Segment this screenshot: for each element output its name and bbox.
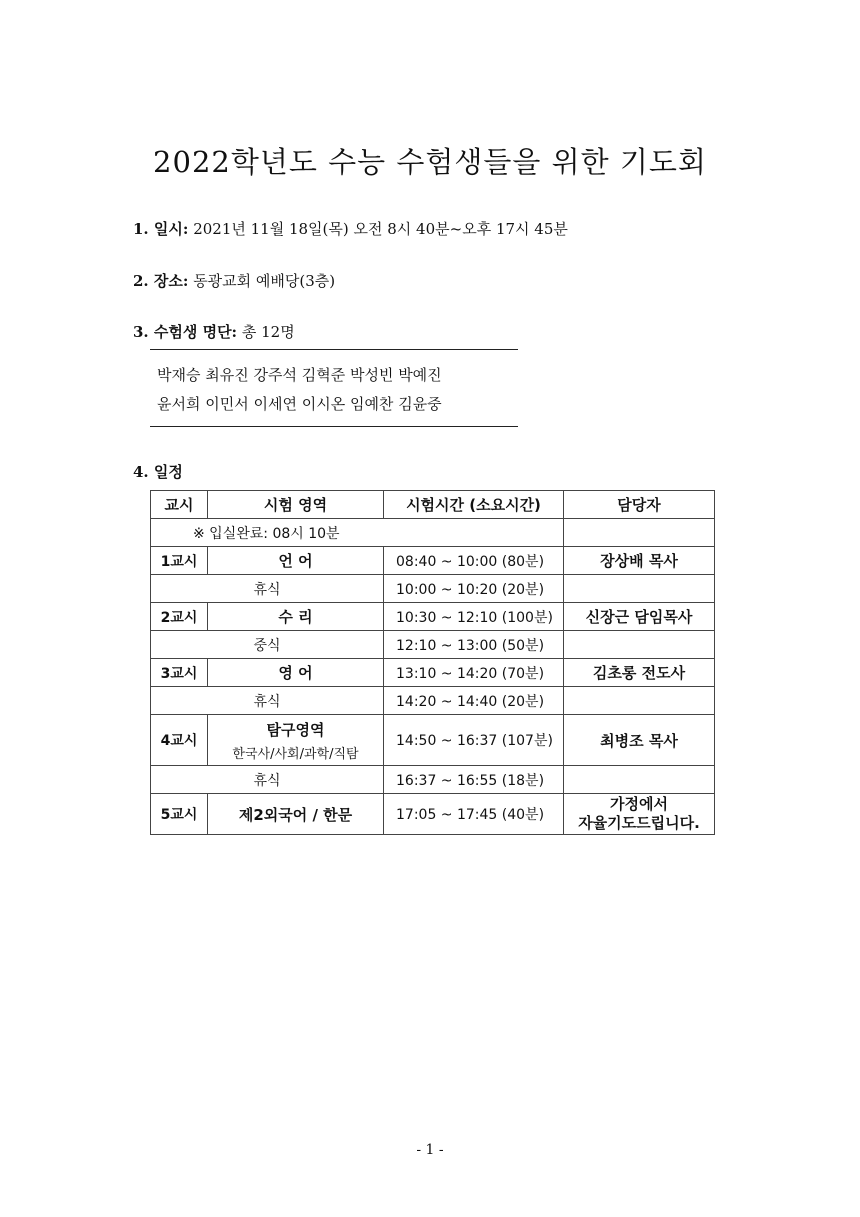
date-label: 1. 일시: [133,220,189,238]
document-title: 2022학년도 수능 수험생들을 위한 기도회 [153,145,707,179]
location-item [133,270,335,291]
break-row [151,687,715,715]
time-cell: 17:05 ~ 17:45 (40분) [384,794,564,835]
person-cell: 김초롱 전도사 [564,659,715,687]
table-header-row [151,491,715,519]
period-cell: 1교시 [151,547,208,575]
location-label: 2. 장소: [133,272,189,290]
empty-cell [564,687,715,715]
break-cell: 휴식 [151,766,384,794]
person-cell: 최병조 목사 [564,715,715,766]
period-cell: 5교시 [151,794,208,835]
checkin-note: ※ 입실완료: 08시 10분 [151,519,564,547]
time-cell: 12:10 ~ 13:00 (50분) [384,631,564,659]
checkin-row [151,519,715,547]
table-row [151,659,715,687]
time-cell: 10:00 ~ 10:20 (20분) [384,575,564,603]
names-line-1: 박재승 최유진 강주석 김혁준 박성빈 박예진 [157,366,442,384]
break-cell: 휴식 [151,687,384,715]
student-list-label: 3. 수험생 명단: [133,323,238,341]
time-cell: 08:40 ~ 10:00 (80분) [384,547,564,575]
break-row [151,631,715,659]
table-row [151,547,715,575]
period-cell: 4교시 [151,715,208,766]
table-row [151,715,715,766]
schedule-label-text: 4. 일정 [133,463,183,481]
header-period: 교시 [151,491,208,519]
subject-cell: 제2외국어 / 한문 [208,794,384,835]
time-cell: 14:50 ~ 16:37 (107분) [384,715,564,766]
break-cell: 중식 [151,631,384,659]
empty-cell [564,766,715,794]
page-number: - 1 - [416,1142,444,1158]
break-cell: 휴식 [151,575,384,603]
person-cell [564,794,715,835]
table-row [151,603,715,631]
time-cell: 10:30 ~ 12:10 (100분) [384,603,564,631]
student-count: 총 12명 [241,323,295,341]
date-value: 2021년 11월 18일(목) 오전 8시 40분~오후 17시 45분 [193,220,568,238]
empty-cell [564,631,715,659]
empty-cell [564,575,715,603]
person-line-1: 가정에서 [610,795,668,813]
person-cell: 신장근 담임목사 [564,603,715,631]
table-row [151,794,715,835]
top-divider [150,349,518,350]
schedule-table [150,490,715,835]
break-row [151,575,715,603]
subject-cell: 수 리 [208,603,384,631]
break-row [151,766,715,794]
location-value: 동광교회 예배당(3층) [193,272,336,290]
schedule-label [133,461,183,482]
period-cell: 3교시 [151,659,208,687]
subject-sub: 한국사/사회/과학/직탐 [232,746,359,762]
header-time: 시험시간 (소요시간) [384,491,564,519]
period-cell: 2교시 [151,603,208,631]
header-subject: 시험 영역 [208,491,384,519]
bottom-divider [150,426,518,427]
subject-cell: 언 어 [208,547,384,575]
date-item [133,218,568,239]
student-list-item [133,321,295,342]
time-cell: 13:10 ~ 14:20 (70분) [384,659,564,687]
time-cell: 14:20 ~ 14:40 (20분) [384,687,564,715]
person-line-2: 자율기도드립니다. [578,814,700,832]
empty-cell [564,519,715,547]
person-cell: 장상배 목사 [564,547,715,575]
time-cell: 16:37 ~ 16:55 (18분) [384,766,564,794]
names-line-2: 윤서희 이민서 이세연 이시온 임예찬 김윤중 [157,395,442,413]
subject-cell: 영 어 [208,659,384,687]
subject-main: 탐구영역 [266,720,325,739]
subject-cell [208,715,384,766]
header-person: 담당자 [564,491,715,519]
